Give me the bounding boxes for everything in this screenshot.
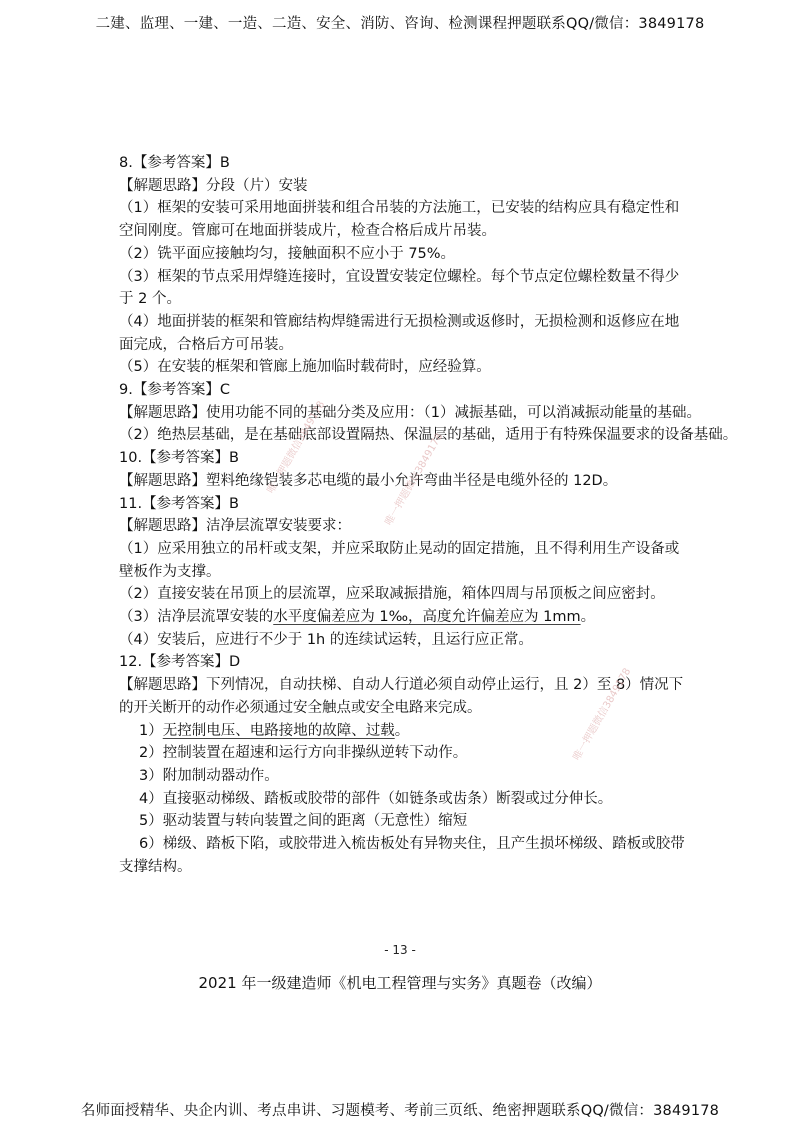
q8-answer: 8.【参考答案】B bbox=[119, 155, 230, 171]
q12-item-1 bbox=[119, 720, 691, 743]
q11-item-3-text: （3）洁净层流罩安装的 bbox=[119, 609, 274, 626]
watermark: 唯一押题微信3849178 bbox=[571, 666, 634, 763]
q11-item-3-end: 。 bbox=[580, 609, 596, 626]
answer-content bbox=[119, 152, 738, 879]
q11-item-3 bbox=[119, 606, 691, 629]
q12-item-2: 2）控制装置在超速和运行方向非操纵逆转下动作。 bbox=[139, 745, 468, 762]
q12-item-1-end: 。 bbox=[394, 722, 410, 739]
q8-item-2: （2）铣平面应接触均匀，接触面积不应小于 75%。 bbox=[119, 245, 456, 262]
q11-item-4: （4）安装后，应进行不少于 1h 的连续试运转，且运行应正常。 bbox=[119, 631, 533, 648]
q12-answer: 12.【参考答案】D bbox=[119, 654, 241, 671]
q10-answer: 10.【参考答案】B bbox=[119, 450, 240, 467]
watermark: 唯一押题微信3849178 bbox=[383, 431, 446, 528]
q8-item-4: （4）地面拼装的框架和管廊结构焊缝需进行无损检测或返修时，无损检测和返修应在地面完成，合格后方可吊装。 bbox=[119, 313, 680, 353]
q11-item-2: （2）直接安装在吊顶上的层流罩，应采取减振措施，箱体四周与吊顶板之间应密封。 bbox=[119, 586, 665, 603]
q8-idea: 【解题思路】分段（片）安装 bbox=[119, 177, 308, 194]
q11-item-1: （1）应采用独立的吊杆或支架，并应采取防止晃动的固定措施，且不得利用生产设备或壁板作为支撑。 bbox=[119, 540, 680, 580]
book-title: 2021 年一级建造师《机电工程管理与实务》真题卷（改编） bbox=[198, 974, 602, 992]
q12-item-6: 6）梯级、踏板下陷，或胶带进入梳齿板处有异物夹住，且产生损坏梯级、踏板或胶带支撑结构。 bbox=[119, 836, 685, 875]
q9-item-2: （2）绝热层基础，是在基础底部设置隔热、保温层的基础，适用于有特殊保温要求的设备基础。 bbox=[119, 427, 738, 444]
q9-answer: 9.【参考答案】C bbox=[119, 382, 230, 399]
q11-item-3-underlined: 水平度偏差应为 1‰，高度允许偏差应为 1mm bbox=[273, 609, 581, 626]
q8-item-3: （3）框架的节点采用焊缝连接时，宜设置安装定位螺栓。每个节点定位螺栓数量不得少于 2 个。 bbox=[119, 268, 680, 308]
q12-item-1-num: 1） bbox=[139, 722, 163, 739]
watermark: 唯一押题微信3849178 bbox=[265, 399, 328, 496]
page-number: - 13 - bbox=[384, 943, 416, 957]
q12-idea: 【解题思路】下列情况，自动扶梯、自动人行道必须自动停止运行，且 2）至 8）情况下的开关断开的动作必须通过安全触点或安全电路来完成。 bbox=[119, 677, 684, 716]
page-footer: 名师面授精华、央企内训、考点串讲、习题模考、考前三页纸、绝密押题联系QQ/微信：3849178 bbox=[80, 1103, 720, 1119]
q9-idea: 【解题思路】使用功能不同的基础分类及应用：（1）减振基础，可以消减振动能量的基础。 bbox=[119, 404, 701, 421]
q12-item-3: 3）附加制动器动作。 bbox=[139, 767, 279, 784]
q8-item-1: （1）框架的安装可采用地面拼装和组合吊装的方法施工，已安装的结构应具有稳定性和空间刚度。管廊可在地面拼装成片，检查合格后成片吊装。 bbox=[119, 200, 680, 240]
q12-item-1-underlined: 无控制电压、电路接地的故障、过载 bbox=[162, 722, 395, 739]
q11-answer: 11.【参考答案】B bbox=[119, 495, 240, 512]
q12-item-5: 5）驱动装置与转向装置之间的距离（无意性）缩短 bbox=[139, 813, 468, 830]
q10-idea: 【解题思路】塑料绝缘铠装多芯电缆的最小允许弯曲半径是电缆外径的 12D。 bbox=[119, 472, 618, 489]
q11-idea: 【解题思路】洁净层流罩安装要求： bbox=[119, 518, 351, 535]
q12-item-4: 4）直接驱动梯级、踏板或胶带的部件（如链条或齿条）断裂或过分伸长。 bbox=[139, 790, 613, 807]
q8-item-5: （5）在安装的框架和管廊上施加临时载荷时，应经验算。 bbox=[119, 359, 491, 376]
page-header: 二建、监理、一建、一造、二造、安全、消防、咨询、检测课程押题联系QQ/微信：3849178 bbox=[95, 16, 705, 32]
